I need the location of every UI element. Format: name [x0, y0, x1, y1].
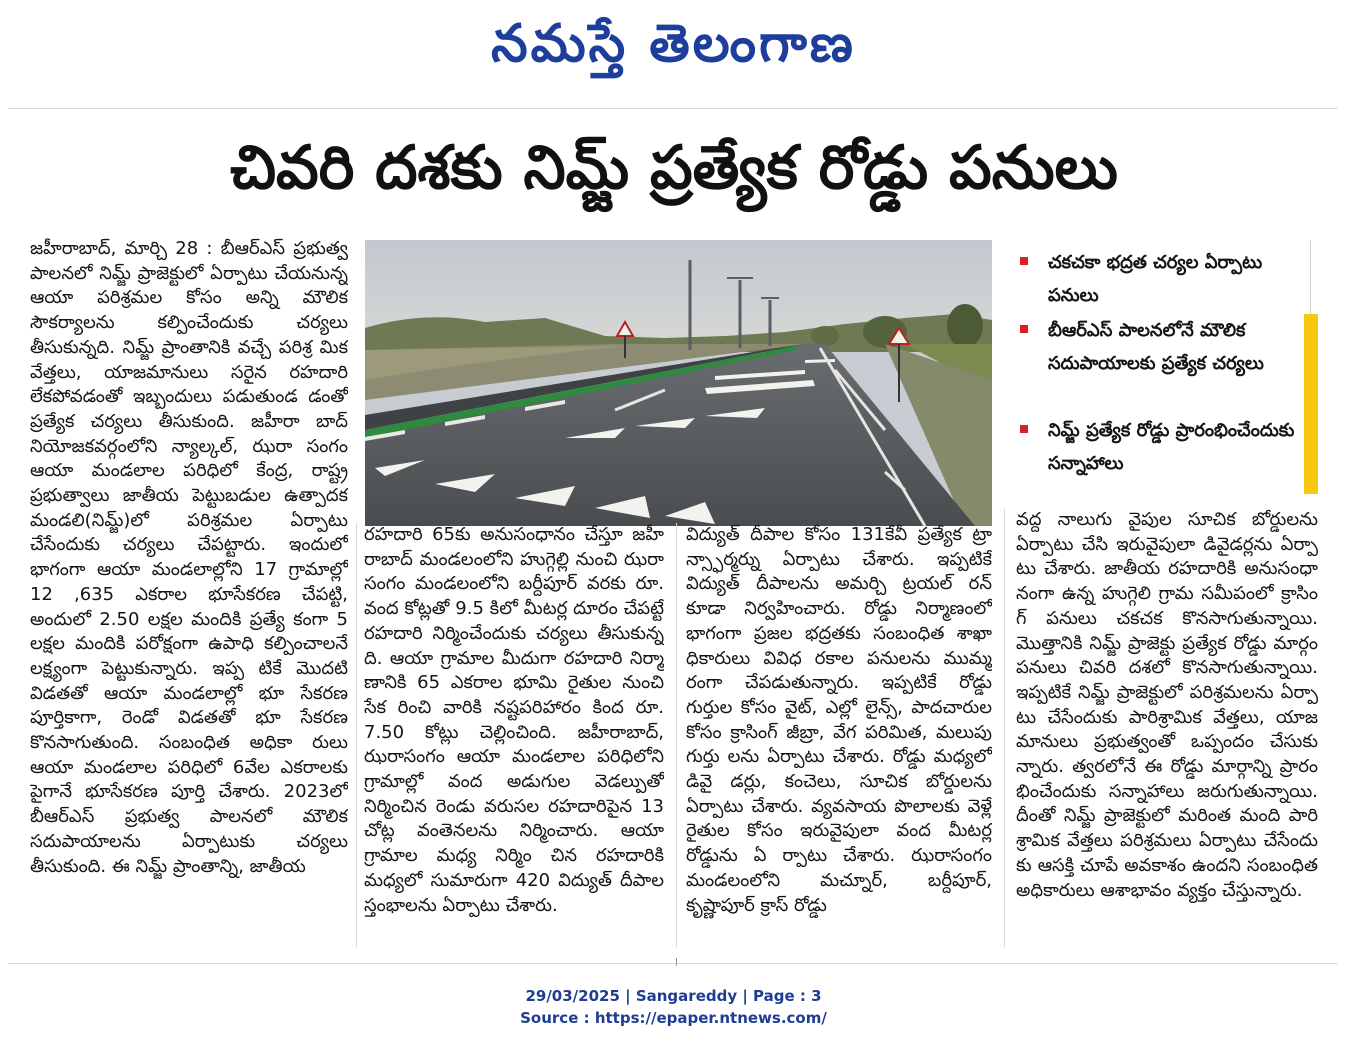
column-divider	[676, 523, 677, 948]
road-photo	[365, 240, 992, 526]
article-column-4: వద్ద నాలుగు వైపుల సూచిక బోర్డులను ఏర్పాటు చేసి ఇరువైపులా డివైడర్లను ఏర్పా టు చేశారు. జాతీయ రహదారికి అనుసంధా నంగా ఉన్న హుగ్గెలి గ్రామ సమీపంలో క్రాసిం గ్ పనులు చకచక కొనసాగుతున్నాయి. మొత్తానికి నిమ్జ్ ప్రాజెక్టు ప్రత్యేక రోడ్డు మార్గం పనులు చివరి దశలో కొనసాగుతున్నాయి. ఇప్పటికే నిమ్జ్ ప్రాజెక్టులో పరిశ్రమలను ఏర్పా టు చేసేందుకు పారిశ్రామిక వేత్తలు, యాజ మానులు ప్రభుత్వంతో ఒప్పందం చేసుకు న్నారు. త్వరలోనే ఈ రోడ్డు మార్గాన్ని ప్రారం భించేందుకు సన్నాహాలు జరుగుతున్నాయి. దీంతో నిమ్జ్ ప్రాజెక్టులో మరింత మంది పారి శ్రామిక వేత్తలు పరిశ్రమలు ఏర్పాటు చేసేందు కు ఆసక్తి చూపే అవకాశం ఉందని సంబంధిత అధికారులు ఆశాభావం వ్యక్తం చేస్తున్నారు.	[1016, 509, 1318, 901]
bottom-tick	[676, 958, 677, 966]
footer-date-edition-page: 29/03/2025 | Sangareddy | Page : 3	[525, 987, 822, 1005]
red-square-bullet-icon	[1020, 257, 1028, 265]
bottom-rule	[8, 963, 1338, 964]
highlight-text: చకచకా భద్రత చర్యల ఏర్పాటు పనులు	[1048, 252, 1263, 306]
highlight-item	[1020, 414, 1298, 480]
highlights-box	[1010, 240, 1311, 492]
column-divider	[1004, 508, 1005, 948]
article-column-1: జహీరాబాద్, మార్చి 28 : బీఆర్ఎస్ ప్రభుత్వ పాలనలో నిమ్జ్ ప్రాజెక్టులో ఏర్పాటు చేయనున్న ఆయా పరిశ్రమల కోసం అన్ని మౌలిక సౌకర్యాలను కల్పించేందుకు చర్యలు తీసుకున్నది. నిమ్జ్ ప్రాంతానికి వచ్చే పరిశ్ర మిక వేత్తలు, యాజమానులు సరైన రహదారి లేకపోవడంతో ఇబ్బందులు పడుతుండ డంతో ప్రత్యేక చర్యలు తీసుకుంది. జహీరా బాద్ నియోజకవర్గంలోని న్యాల్కల్, ఝరా సంగం ఆయా మండలాల పరిధిలో కేంద్ర, రాష్ట్ర ప్రభుత్వాలు జాతీయ పెట్టుబడుల ఉత్పాదక మండలి(నిమ్జ్)లో పరిశ్రమల ఏర్పాటు చేసేందుకు చర్యలు చేపట్టారు. ఇందులో భాగంగా ఆయా మండలాల్లోని 17 గ్రామాల్లో 12 ,635 ఎకరాల భూసేకరణ చేపట్టి, అందులో 2.50 లక్షల మందికి ప్రత్యే కంగా 5 లక్షల మందికి పరోక్షంగా ఉపాధి కల్పించాలనే లక్ష్యంగా పెట్టుకున్నారు. ఇప్ప టికే మొదటి విడతతో ఆయా మండలాల్లో భూ సేకరణ పూర్తికాగా, రెండో విడతతో భూ సేకరణ కొనసాగుతుంది. సంబంధిత అధికా రులు ఆయా మండలాల పరిధిలో 6వేల ఎకరాలకు పైగానే భూసేకరణ పూర్తి చేశారు. 2023లో బీఆర్ఎస్ ప్రభుత్వ పాలనలో మౌలిక సదుపాయాలను ఏర్పాటుకు చర్యలు తీసుకుంది. ఈ నిమ్జ్ ప్రాంతాన్ని, జాతీయ	[30, 238, 348, 877]
headline: చివరి దశకు నిమ్జ్ ప్రత్యేక రోడ్డు పనులు	[230, 133, 1118, 203]
red-square-bullet-icon	[1020, 325, 1028, 333]
highlight-text: బీఆర్ఎస్ పాలనలోనే మౌలిక సదుపాయాలకు ప్రత్యేక చర్యలు	[1048, 320, 1264, 374]
accent-tab	[1304, 314, 1318, 494]
article-column-3: విద్యుత్ దీపాల కోసం 131కేవీ ప్రత్యేక ట్రా న్స్ఫార్మర్ను ఏర్పాటు చేశారు. ఇప్పటికే విద్యుత్ దీపాలను అమర్చి ట్రయల్ రన్ కూడా నిర్వహించారు. రోడ్డు నిర్మాణంలో భాగంగా ప్రజల భద్రతకు సంబంధిత శాఖా ధికారులు వివిధ రకాల పనులను ముమ్మ రంగా చేపడుతున్నారు. ఇప్పటికే రోడ్డు గుర్తుల కోసం వైట్, ఎల్లో లైన్స్, పాదచారుల కోసం క్రాసింగ్ జీబ్రా, వేగ పరిమిత, మలుపు గుర్తు లను ఏర్పాటు చేశారు. రోడ్డు మధ్యలో డివై డర్లు, కంచెలు, సూచిక బోర్డులను ఏర్పాటు చేశారు. వ్యవసాయ పొలాలకు వెళ్లే రైతుల కోసం ఇరువైపులా వంద మీటర్ల రోడ్డును ఏ ర్పాటు చేశారు. ఝరాసంగం మండలంలోని మచ్నూర్, బర్దీపూర్, కృష్ణాపూర్ క్రాస్ రోడ్డు	[686, 524, 992, 916]
highlight-item	[1020, 246, 1298, 312]
article-column-2: రహదారి 65కు అనుసంధానం చేస్తూ జహీ రాబాద్ మండలంలోని హుగ్గెల్లి నుంచి ఝరా సంగం మండలంలోని బర్దీపూర్ వరకు రూ. వంద కోట్లతో 9.5 కిలో మీటర్ల దూరం చేపట్టే రహదారి నిర్మించేందుకు చర్యలు తీసుకున్న ది. ఆయా గ్రామాల మీదుగా రహదారి నిర్మా ణానికి 65 ఎకరాల భూమి రైతుల నుంచి సేక రించి వారికి నష్టపరిహారం కింద రూ. 7.50 కోట్లు చెల్లించింది. జహీరాబాద్, ఝరాసంగం ఆయా మండలాల పరిధిలోని గ్రామాల్లో వంద అడుగుల వెడల్పుతో నిర్మించిన రెండు వరుసల రహదారిపైన 13 చోట్ల వంతెనలను నిర్మించారు. ఆయా గ్రామాల మధ్య నిర్మిం చిన రహదారికి మధ్యలో సుమారుగా 420 విద్యుత్ దీపాల స్తంభాలను ఏర్పాటు చేశారు.	[364, 524, 664, 916]
highlight-item	[1020, 314, 1298, 380]
red-square-bullet-icon	[1020, 425, 1028, 433]
column-divider	[356, 523, 357, 948]
footer-source: Source : https://epaper.ntnews.com/	[520, 1009, 827, 1027]
highlight-text: నిమ్జ్ ప్రత్యేక రోడ్డు ప్రారంభించేందుకు సన్నాహాలు	[1048, 420, 1295, 474]
masthead-logo: నమస్తే తెలంగాణ	[491, 13, 856, 74]
